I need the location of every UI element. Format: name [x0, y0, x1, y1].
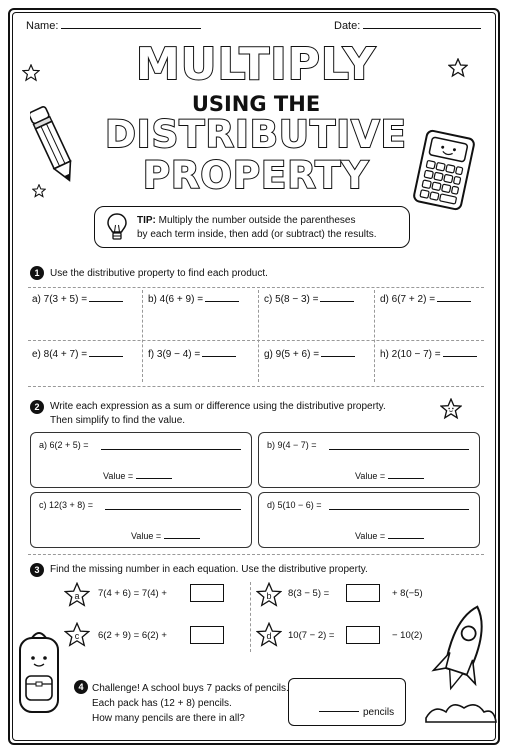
- problem-2a-text: a) 6(2 + 5) =: [39, 440, 89, 450]
- pencil-icon: [30, 100, 76, 190]
- equation-3b-left: 8(3 − 5) =: [288, 588, 330, 599]
- expression-line[interactable]: [105, 509, 241, 510]
- section-2-instruction-2: Then simplify to find the value.: [50, 415, 186, 426]
- equation-3b-right: + 8(−5): [392, 588, 423, 599]
- challenge-line-3: How many pencils are there in all?: [92, 713, 245, 724]
- answer-box-3a[interactable]: [190, 584, 224, 602]
- smiling-star-icon: [440, 398, 462, 420]
- equation-3d-right: − 10(2): [392, 630, 423, 641]
- problem-1h[interactable]: h) 2(10 − 7) =: [380, 347, 477, 360]
- name-line[interactable]: [61, 18, 201, 29]
- rocket-icon: [420, 600, 500, 730]
- divider: [28, 287, 484, 288]
- expression-line[interactable]: [329, 509, 469, 510]
- answer-blank[interactable]: [205, 292, 239, 302]
- divider: [142, 290, 143, 382]
- divider: [374, 290, 375, 382]
- section-2-instruction-1: Write each expression as a sum or difference using the distributive property.: [50, 401, 386, 412]
- label-b: b: [266, 591, 272, 601]
- date-line[interactable]: [363, 18, 481, 29]
- problem-2d-text: d) 5(10 − 6) =: [267, 500, 322, 510]
- expression-line[interactable]: [329, 449, 469, 450]
- problem-2c[interactable]: [30, 492, 252, 548]
- divider: [250, 582, 251, 652]
- problem-1d[interactable]: d) 6(7 + 2) =: [380, 292, 471, 305]
- problem-2b[interactable]: [258, 432, 480, 488]
- divider: [258, 290, 259, 382]
- label-c: c: [74, 631, 80, 641]
- backpack-icon: [14, 628, 64, 720]
- name-field[interactable]: [26, 18, 201, 32]
- challenge-answer-box[interactable]: [288, 678, 406, 726]
- problem-1g[interactable]: g) 9(5 + 6) =: [264, 347, 355, 360]
- answer-blank[interactable]: [437, 292, 471, 302]
- label-d: d: [266, 631, 272, 641]
- answer-box-3d[interactable]: [346, 626, 380, 644]
- star-icon: [448, 58, 468, 78]
- equation-3c: 6(2 + 9) = 6(2) +: [98, 630, 167, 641]
- challenge-line-2: Each pack has (12 + 8) pencils.: [92, 698, 232, 709]
- problem-2c-text: c) 12(3 + 8) =: [39, 500, 94, 510]
- date-label: Date:: [334, 20, 361, 32]
- answer-box-3c[interactable]: [190, 626, 224, 644]
- challenge-line-1: Challenge! A school buys 7 packs of pencils.: [92, 683, 289, 694]
- problem-2d[interactable]: [258, 492, 480, 548]
- answer-line[interactable]: [319, 711, 359, 712]
- tip-box: [94, 206, 410, 248]
- divider: [28, 386, 484, 387]
- problem-1f[interactable]: f) 3(9 − 4) =: [148, 347, 236, 360]
- divider: [28, 554, 484, 555]
- name-label: Name:: [26, 20, 59, 32]
- value-field[interactable]: Value =: [103, 470, 172, 481]
- answer-blank[interactable]: [202, 347, 236, 357]
- problem-1e[interactable]: e) 8(4 + 7) =: [32, 347, 123, 360]
- answer-blank[interactable]: [89, 292, 123, 302]
- title-property: PROPERTY: [142, 154, 370, 197]
- tip-text: [137, 214, 377, 242]
- section-4-text: [92, 681, 289, 726]
- answer-unit: pencils: [363, 707, 395, 718]
- date-field[interactable]: [334, 18, 481, 32]
- answer-blank[interactable]: [320, 292, 354, 302]
- section-4-number: 4: [74, 680, 88, 694]
- section-1-instruction: Use the distributive property to find each product.: [50, 268, 268, 279]
- value-field[interactable]: Value =: [131, 530, 200, 541]
- value-field[interactable]: Value =: [355, 530, 424, 541]
- title-distributive: DISTRIBUTIVE: [105, 113, 407, 156]
- section-2-number: 2: [30, 400, 44, 414]
- problem-2a[interactable]: [30, 432, 252, 488]
- title-multiply: MULTIPLY: [136, 39, 376, 90]
- equation-3d-left: 10(7 − 2) =: [288, 630, 335, 641]
- divider: [28, 340, 484, 341]
- value-field[interactable]: Value =: [355, 470, 424, 481]
- label-a: a: [74, 591, 80, 601]
- section-1-number: 1: [30, 266, 44, 280]
- problem-1a[interactable]: a) 7(3 + 5) =: [32, 292, 123, 305]
- star-icon: [22, 64, 40, 82]
- answer-blank[interactable]: [443, 347, 477, 357]
- section-3-number: 3: [30, 563, 44, 577]
- expression-line[interactable]: [101, 449, 241, 450]
- equation-3a: 7(4 + 6) = 7(4) +: [98, 588, 167, 599]
- answer-blank[interactable]: [89, 347, 123, 357]
- tip-label: TIP:: [137, 215, 156, 226]
- lightbulb-icon: [105, 211, 129, 243]
- problem-1b[interactable]: b) 4(6 + 9) =: [148, 292, 239, 305]
- section-3-instruction: Find the missing number in each equation. Use the distributive property.: [50, 564, 368, 575]
- answer-blank[interactable]: [321, 347, 355, 357]
- tip-line-1: Multiply the number outside the parentheses: [158, 215, 356, 226]
- title-using-the: USING THE: [191, 92, 321, 116]
- answer-box-3b[interactable]: [346, 584, 380, 602]
- tip-line-2: by each term inside, then add (or subtract) the results.: [137, 229, 377, 240]
- problem-2b-text: b) 9(4 − 7) =: [267, 440, 317, 450]
- problem-1c[interactable]: c) 5(8 − 3) =: [264, 292, 354, 305]
